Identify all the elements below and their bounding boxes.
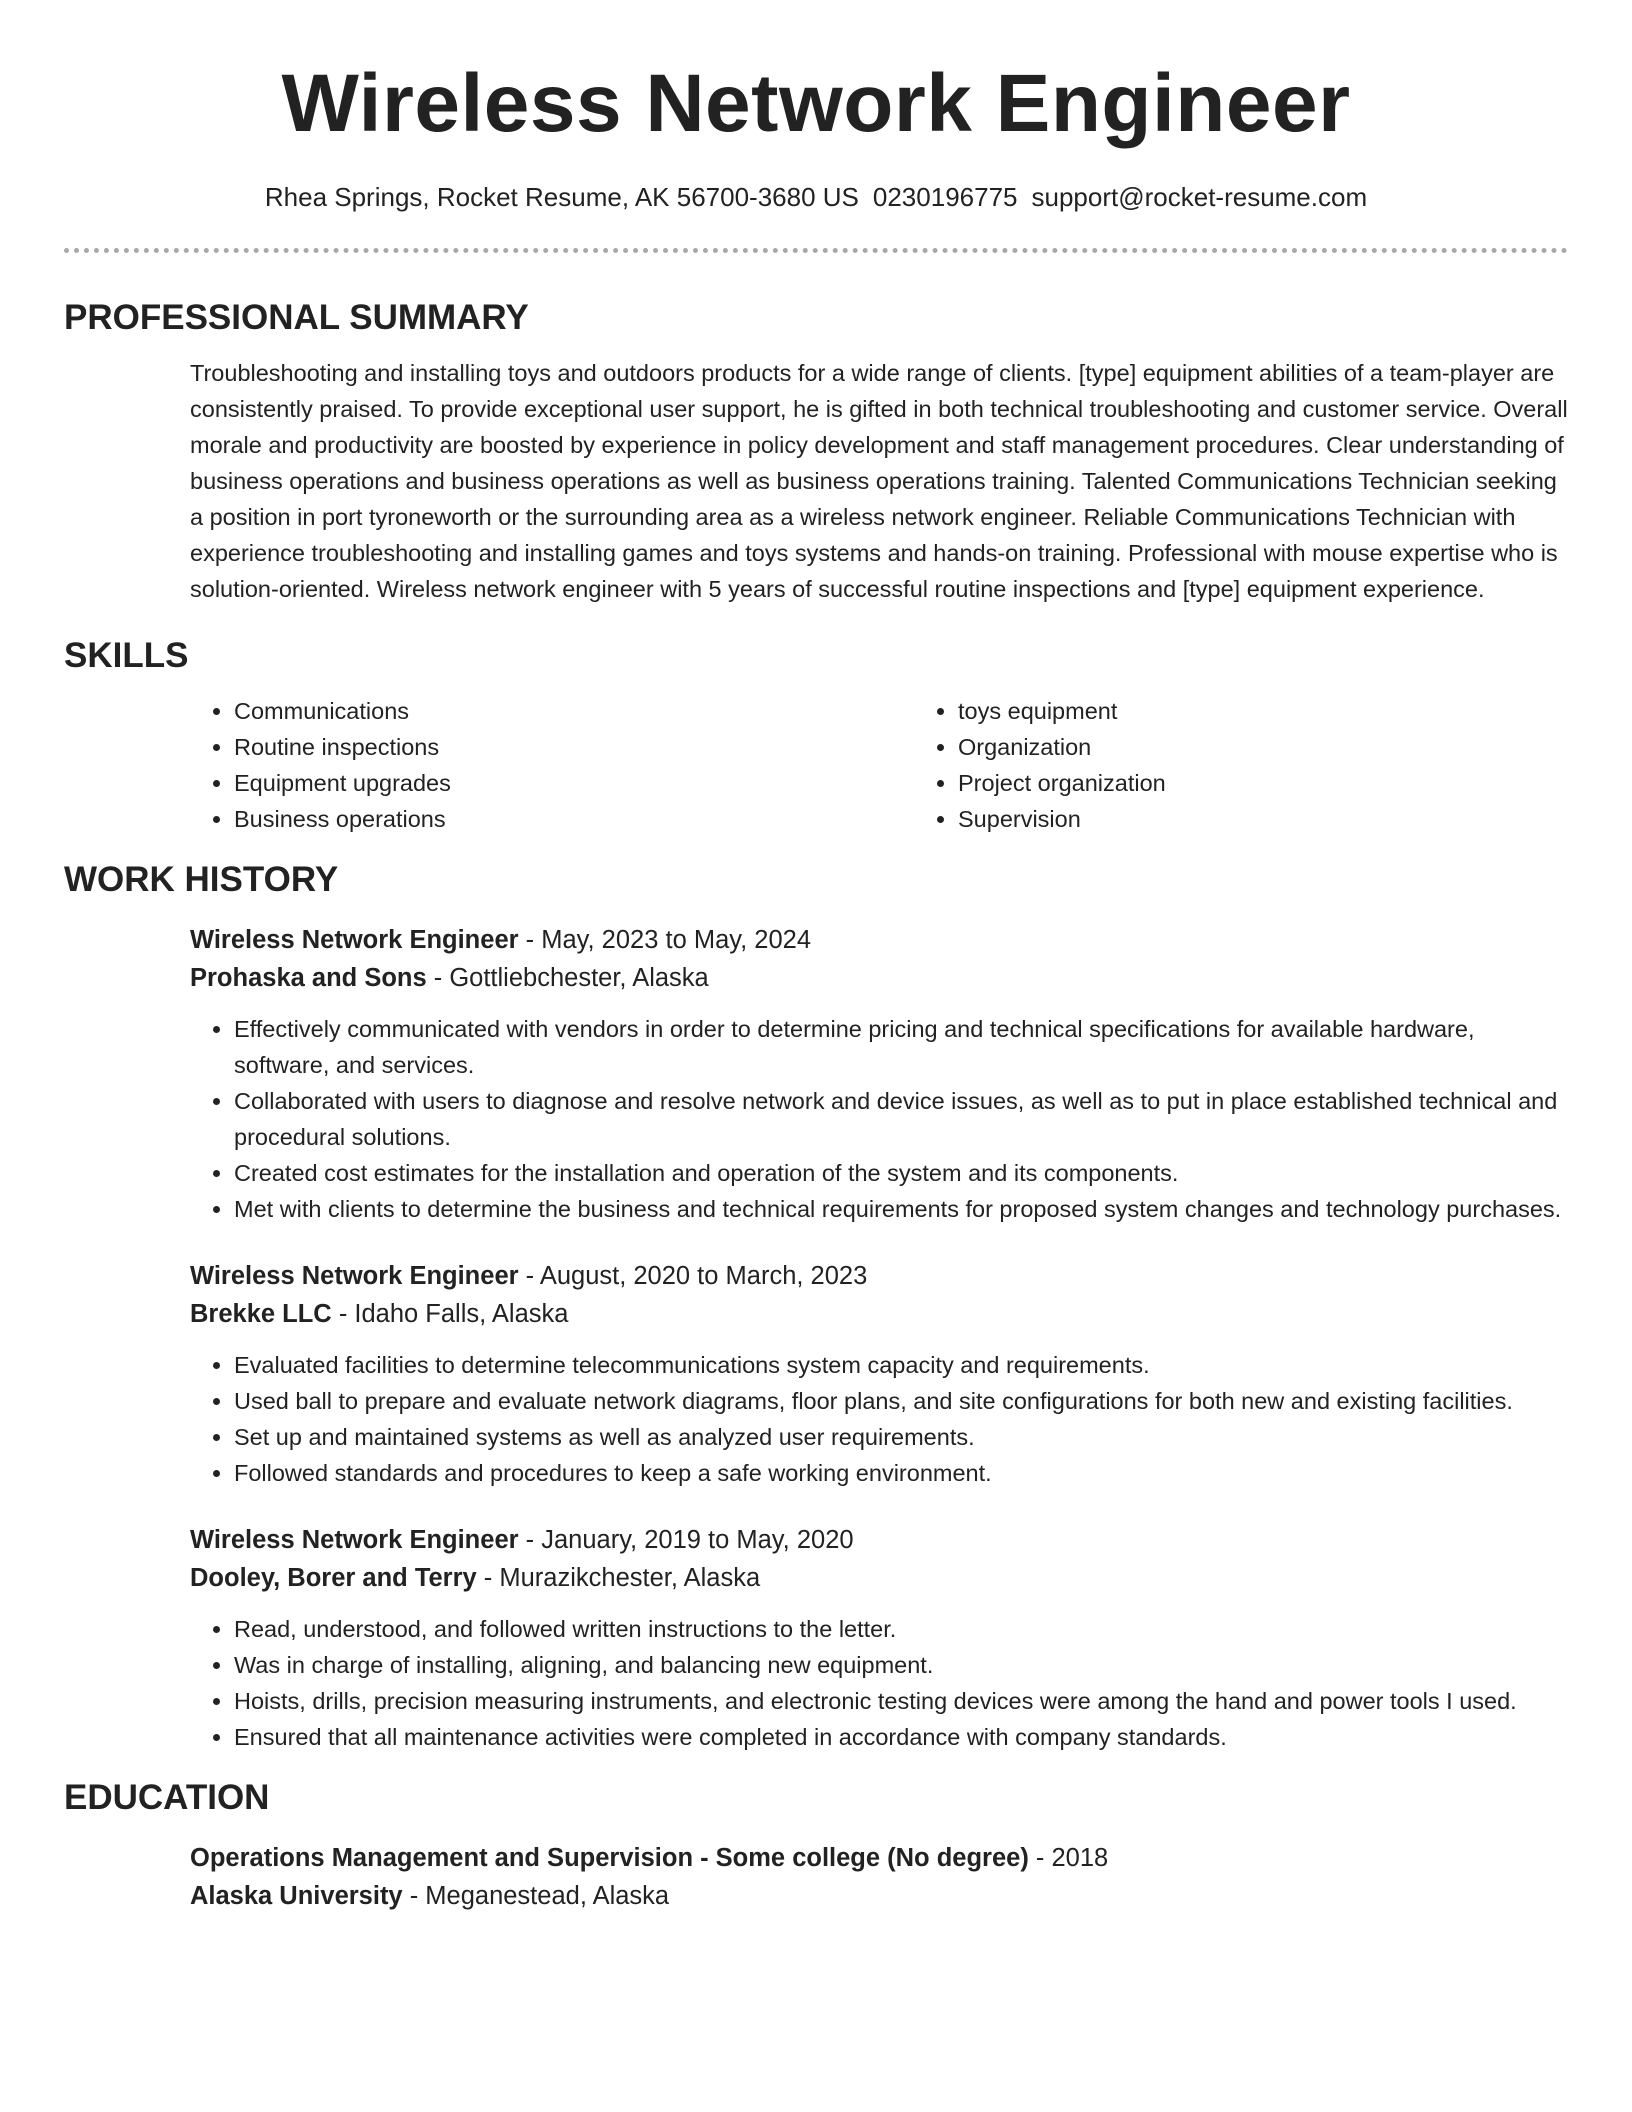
contact-email: support@rocket-resume.com [1031,182,1368,212]
job-bullet: • Followed standards and procedures to keep a safe working environment. [234,1455,1568,1491]
skill-item: • Routine inspections [234,729,914,765]
education-school-line [190,1877,1568,1915]
job-title-line [190,1521,1568,1559]
job-entry [64,921,1568,1227]
job-role: Wireless Network Engineer [190,1526,519,1554]
job-bullet: • Hoists, drills, precision measuring instruments, and electronic testing devices were among the hand and power tools I used. [234,1683,1568,1719]
job-location: - Gottliebchester, Alaska [426,964,709,992]
job-entry [64,1521,1568,1755]
job-title-line [190,921,1568,959]
job-role: Wireless Network Engineer [190,926,519,954]
job-bullet: • Collaborated with users to diagnose and resolve network and device issues, as well as to put in place established technical and procedural solutions. [234,1083,1568,1155]
education-degree: Operations Management and Supervision - Some college (No degree) [190,1844,1029,1872]
job-title-line [190,1257,1568,1295]
job-company-line [190,1559,1568,1597]
job-bullet: • Met with clients to determine the business and technical requirements for proposed system changes and technology purchases. [234,1191,1568,1227]
job-bullet: • Read, understood, and followed written instructions to the letter. [234,1611,1568,1647]
education-degree-line [190,1839,1568,1877]
job-bullet: • Was in charge of installing, aligning, and balancing new equipment. [234,1647,1568,1683]
job-bullets [190,1611,1568,1755]
job-company-line [190,1295,1568,1333]
skill-item: • Equipment upgrades [234,765,914,801]
job-bullets [190,1011,1568,1227]
job-role: Wireless Network Engineer [190,1262,519,1290]
skill-item: • Communications [234,693,914,729]
job-company-line [190,959,1568,997]
education-entry [64,1839,1568,1915]
job-location: - Idaho Falls, Alaska [331,1300,569,1328]
skill-item: • Supervision [958,801,1166,837]
summary-text: Troubleshooting and installing toys and outdoors products for a wide range of clients. [type] equipment abilities of a team-player are consistently praised. To provide exceptional user support, he is gifted in both technical troubleshooting and customer service. Overall morale and productivity are boosted by experience in policy development and staff management procedures. Clear understanding of business operations and business operations as well as business operations training. Talented Communications Technician seeking a position in port tyroneworth or the surrounding area as a wireless network engineer. Reliable Communications Technician with experience troubleshooting and installing games and toys systems and hands-on training. Professional with mouse expertise who is solution-oriented. Wireless network engineer with 5 years of successful routine inspections and [type] equipment experience. [190,360,1568,602]
skills-section [64,693,1568,837]
job-company: Prohaska and Sons [190,964,427,992]
job-company: Dooley, Borer and Terry [190,1564,477,1592]
job-bullet: • Ensured that all maintenance activities were completed in accordance with company standards. [234,1719,1568,1755]
skills-heading: SKILLS [64,636,189,675]
job-dates: - August, 2020 to March, 2023 [518,1262,868,1290]
skills-list-right [914,693,1166,837]
summary-heading: PROFESSIONAL SUMMARY [64,298,529,337]
skill-item: • Organization [958,729,1166,765]
skill-item: • Business operations [234,801,914,837]
job-location: - Murazikchester, Alaska [476,1564,761,1592]
skill-item: • toys equipment [958,693,1166,729]
job-bullet: • Used ball to prepare and evaluate network diagrams, floor plans, and site configurations for both new and existing facilities. [234,1383,1568,1419]
job-dates: - January, 2019 to May, 2020 [518,1526,854,1554]
education-heading: EDUCATION [64,1778,270,1817]
work-heading: WORK HISTORY [64,860,339,899]
contact-phone: 0230196775 [872,182,1018,212]
job-company: Brekke LLC [190,1300,332,1328]
job-entry [64,1257,1568,1491]
education-school: Alaska University [190,1882,403,1910]
resume-name: Wireless Network Engineer [281,58,1351,149]
job-bullet: • Set up and maintained systems as well as analyzed user requirements. [234,1419,1568,1455]
job-bullets [190,1347,1568,1491]
education-year: - 2018 [1028,1844,1109,1872]
education-location: - Meganestead, Alaska [402,1882,670,1910]
skill-item: • Project organization [958,765,1166,801]
job-bullet: • Effectively communicated with vendors in order to determine pricing and technical specifications for available hardware, software, and services. [234,1011,1568,1083]
job-bullet: • Evaluated facilities to determine telecommunications system capacity and requirements. [234,1347,1568,1383]
contact-line [64,180,1568,214]
contact-address: Rhea Springs, Rocket Resume, AK 56700-3680 US [264,182,859,212]
summary-section [64,355,1568,607]
job-dates: - May, 2023 to May, 2024 [518,926,812,954]
header-divider [64,248,1568,253]
skills-list-left [190,693,914,837]
job-bullet: • Created cost estimates for the installation and operation of the system and its components. [234,1155,1568,1191]
